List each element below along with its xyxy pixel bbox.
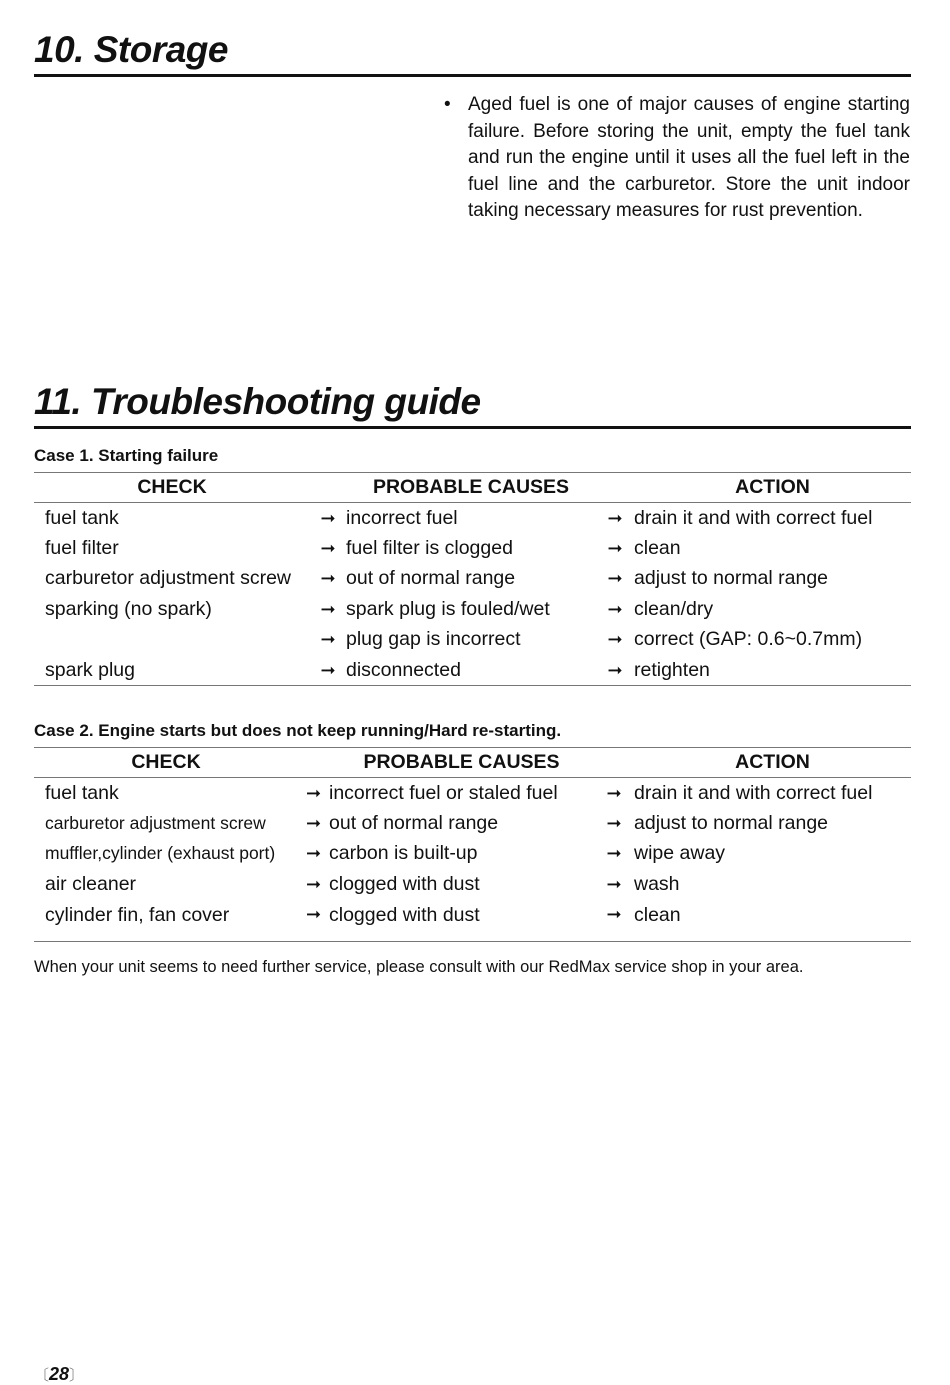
- arrow-icon: ➞: [320, 629, 336, 650]
- table-row: [34, 564, 911, 594]
- arrow-icon: ➞: [320, 538, 336, 559]
- left-bracket: 〔: [34, 1367, 50, 1384]
- storage-bullet-text: Aged fuel is one of major causes of engine starting failure. Before storing the unit, empty the fuel tank and run the engine until it uses all the fuel left in the fuel line and the carburetor. Store the unit indoor taking necessary measures for rust prevention.: [468, 94, 910, 222]
- check-cell: spark plug: [34, 655, 310, 686]
- bullet-icon: •: [444, 94, 451, 115]
- header-probable-causes: PROBABLE CAUSES: [329, 748, 594, 778]
- arrow-icon: ➞: [594, 900, 634, 942]
- cause-cell: clogged with dust: [329, 900, 594, 942]
- table-row: [34, 900, 911, 942]
- cause-cell: out of normal range: [329, 812, 499, 835]
- table-row: [34, 808, 911, 838]
- arrow-icon: ➞: [607, 538, 623, 559]
- table-row: [34, 778, 911, 809]
- table-header-row: [34, 473, 911, 503]
- arrow-icon: ➞: [320, 507, 336, 528]
- arrow-icon: ➞: [298, 900, 329, 942]
- table-row: [34, 655, 911, 686]
- action-cell: correct (GAP: 0.6~0.7mm): [634, 628, 863, 651]
- arrow-icon: ➞: [305, 873, 322, 894]
- check-cell: sparking (no spark): [45, 597, 212, 620]
- arrow-icon: ➞: [305, 782, 322, 803]
- arrow-icon: ➞: [607, 629, 623, 650]
- arrow-icon: ➞: [607, 598, 623, 619]
- cause-cell: fuel filter is clogged: [346, 537, 513, 560]
- action-cell: drain it and with correct fuel: [634, 781, 873, 804]
- header-check: CHECK: [34, 748, 298, 778]
- header-probable-causes: PROBABLE CAUSES: [346, 473, 596, 503]
- arrow-icon: ➞: [606, 782, 622, 803]
- arrow-icon: ➞: [596, 655, 634, 686]
- action-cell: clean: [634, 900, 911, 942]
- action-cell: clean/dry: [634, 597, 714, 620]
- case2-table: [34, 747, 911, 942]
- cause-cell: carbon is built-up: [329, 842, 478, 865]
- storage-heading: 10. Storage: [34, 28, 911, 77]
- cause-cell: disconnected: [346, 655, 596, 686]
- cause-cell: clogged with dust: [329, 872, 480, 895]
- storage-bullet-item: [444, 92, 910, 225]
- table-row: [34, 594, 911, 624]
- arrow-icon: ➞: [305, 813, 322, 834]
- check-cell: fuel tank: [45, 781, 119, 804]
- check-cell: air cleaner: [45, 872, 137, 895]
- arrow-icon: ➞: [606, 843, 622, 864]
- check-cell: [34, 625, 310, 655]
- arrow-icon: ➞: [606, 813, 622, 834]
- action-cell: wipe away: [634, 842, 726, 865]
- page-number-value: 28: [49, 1364, 70, 1384]
- arrow-icon: ➞: [310, 655, 346, 686]
- header-action: ACTION: [634, 748, 911, 778]
- arrow-icon: ➞: [320, 598, 336, 619]
- check-cell: carburetor adjustment screw: [45, 813, 266, 834]
- case1-table: [34, 472, 911, 686]
- check-cell: muffler,cylinder (exhaust port): [45, 843, 276, 864]
- check-cell: cylinder fin, fan cover: [34, 900, 298, 942]
- table-row: [34, 839, 911, 869]
- arrow-icon: ➞: [607, 568, 623, 589]
- cause-cell: incorrect fuel: [346, 506, 458, 529]
- arrow-icon: ➞: [320, 568, 336, 589]
- right-bracket: 〕: [69, 1367, 85, 1384]
- check-cell: fuel filter: [45, 537, 119, 560]
- arrow-icon: ➞: [606, 873, 622, 894]
- table-row: [34, 503, 911, 534]
- table-row: [34, 533, 911, 563]
- action-cell: wash: [634, 872, 680, 895]
- action-cell: adjust to normal range: [634, 567, 829, 590]
- header-action: ACTION: [634, 473, 911, 503]
- action-cell: adjust to normal range: [634, 812, 829, 835]
- check-cell: fuel tank: [45, 506, 119, 529]
- table-row: [34, 625, 911, 655]
- check-cell: carburetor adjustment screw: [45, 567, 292, 590]
- arrow-icon: ➞: [305, 843, 322, 864]
- action-cell: retighten: [634, 655, 911, 686]
- cause-cell: incorrect fuel or staled fuel: [329, 781, 558, 804]
- service-footnote: When your unit seems to need further service, please consult with our RedMax service shop in your area.: [34, 958, 804, 976]
- table-header-row: [34, 748, 911, 778]
- cause-cell: out of normal range: [346, 567, 516, 590]
- arrow-icon: ➞: [607, 507, 623, 528]
- page-number: [34, 1364, 84, 1385]
- case2-title: Case 2. Engine starts but does not keep running/Hard re-starting.: [34, 721, 562, 740]
- cause-cell: plug gap is incorrect: [346, 628, 521, 651]
- table-row: [34, 869, 911, 899]
- action-cell: drain it and with correct fuel: [634, 506, 873, 529]
- header-check: CHECK: [34, 473, 310, 503]
- action-cell: clean: [634, 537, 681, 560]
- cause-cell: spark plug is fouled/wet: [346, 597, 550, 620]
- troubleshooting-heading: 11. Troubleshooting guide: [34, 380, 911, 429]
- case1-title: Case 1. Starting failure: [34, 446, 219, 465]
